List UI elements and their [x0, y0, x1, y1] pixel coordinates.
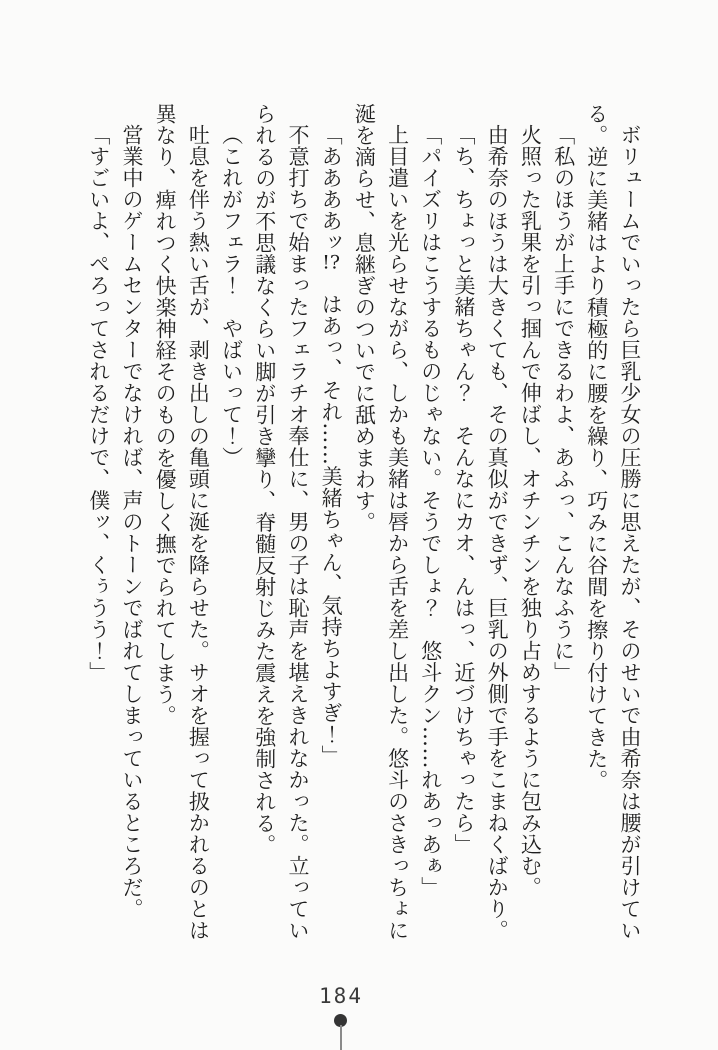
paragraph: 上目遣いを光らせながら、しかも美緒は唇から舌を差し出した。悠斗のさきっちょに涎を滴らせ、息継ぎのついでに舐めまわす。	[352, 103, 410, 941]
paragraph: 吐息を伴う熱い舌が、剥き出しの亀頭に涎を降らせた。サオを握って扱かれるのとは異なり、痺れつく快楽神経そのものを優しく撫でられてしまう。	[153, 103, 211, 941]
paragraph: 「パイズリはこうするものじゃない。そうでしょ？ 悠斗クン……れあっあぁ」	[418, 124, 443, 898]
paragraph: 「私のほうが上手にできるわよ、あふっ、こんなふうに」	[551, 124, 576, 683]
page-number: 184	[319, 984, 363, 1008]
paragraph: 営業中のゲームセンターでなければ、声のトーンでばれてしまっているところだ。	[119, 124, 144, 920]
page-text-block	[78, 103, 646, 945]
paragraph: 「すごいよ、ぺろってされるだけで、僕ッ、くぅうう！」	[86, 124, 111, 683]
paragraph: 火照った乳果を引っ掴んで伸ばし、オチンチンを独り占めするように包み込む。	[518, 124, 543, 898]
paragraph: 「ち、ちょっと美緒ちゃん？ そんなにカオ、んはっ、近づけちゃったら」	[451, 124, 476, 855]
paragraph: （これがフェラ！ やばいって！）	[219, 124, 244, 468]
paragraph: 「ああああッ!? はあっ、それ……美緒ちゃん、気持ちよすぎ！」	[319, 124, 344, 767]
pin-stem	[340, 1025, 342, 1050]
page-marker-pin-icon	[326, 1012, 356, 1050]
paragraph: 由希奈のほうは大きくても、その真似ができず、巨乳の外側で手をこまねくばかり。	[485, 124, 510, 941]
paragraph: ボリュームでいったら巨乳少女の圧勝に思えたが、そのせいで由希奈は腰が引けている。逆に美緒はより積極的に腰を繰り、巧みに谷間を擦り付けてきた。	[584, 103, 642, 941]
paragraph: 不意打ちで始まったフェラチオ奉仕に、男の子は恥声を堪えきれなかった。立っていられるのが不思議なくらい脚が引き攣り、脊髄反射じみた震えを強制される。	[252, 103, 310, 941]
